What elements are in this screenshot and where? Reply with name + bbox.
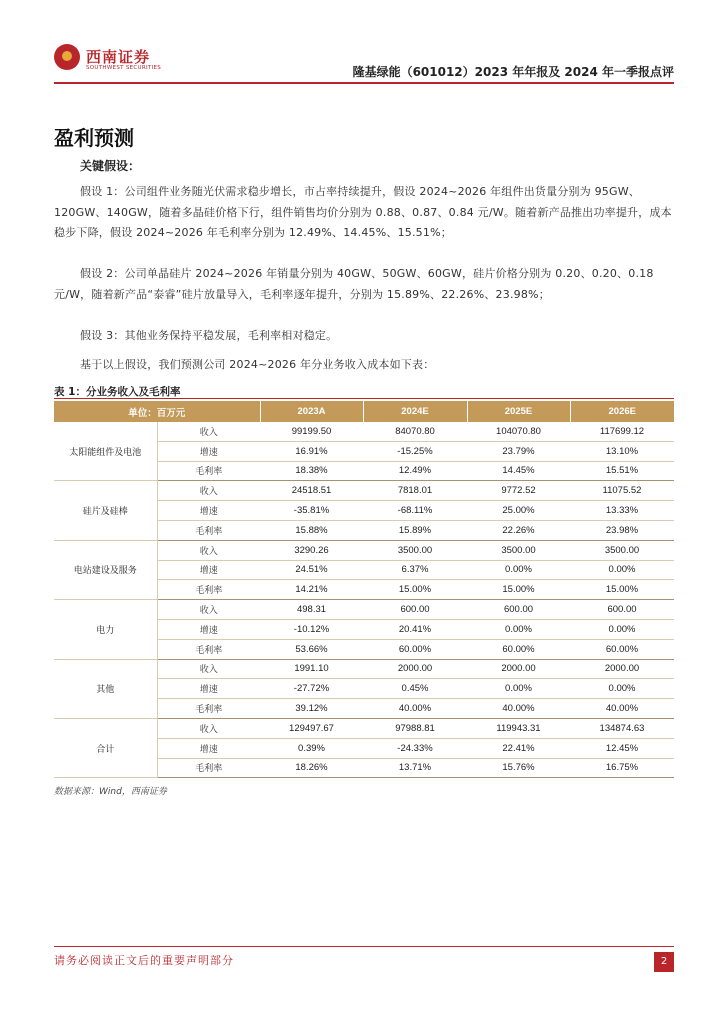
- table-cell: 6.37%: [363, 560, 467, 580]
- table-caption: 表 1：分业务收入及毛利率: [54, 386, 181, 398]
- table-cell: 15.88%: [260, 520, 363, 540]
- table-cell: 39.12%: [260, 699, 363, 719]
- table-cell: 15.76%: [467, 758, 570, 778]
- table-row: [54, 600, 674, 620]
- table-cell: 16.91%: [260, 441, 363, 461]
- table-cell: 40.00%: [467, 699, 570, 719]
- metric-label: 收入: [157, 659, 260, 679]
- table-cell: 117699.12: [570, 422, 674, 441]
- table-cell: 18.26%: [260, 758, 363, 778]
- metric-label: 收入: [157, 422, 260, 441]
- page-number: 2: [654, 952, 674, 972]
- table-cell: 0.00%: [570, 560, 674, 580]
- table-row: [54, 659, 674, 679]
- table-row: [54, 481, 674, 501]
- metric-label: 增速: [157, 679, 260, 699]
- metric-label: 收入: [157, 481, 260, 501]
- segment-revenue-table: [54, 401, 674, 778]
- table-cell: 13.71%: [363, 758, 467, 778]
- metric-label: 毛利率: [157, 639, 260, 659]
- table-cell: 22.26%: [467, 520, 570, 540]
- segment-name: 电站建设及服务: [54, 540, 157, 599]
- table-cell: 15.00%: [467, 580, 570, 600]
- table-row: [54, 718, 674, 738]
- metric-label: 毛利率: [157, 699, 260, 719]
- table-cell: 3500.00: [570, 540, 674, 560]
- metric-label: 增速: [157, 560, 260, 580]
- table-cell: 13.33%: [570, 501, 674, 521]
- metric-label: 增速: [157, 738, 260, 758]
- table-cell: 9772.52: [467, 481, 570, 501]
- table-cell: 24518.51: [260, 481, 363, 501]
- table-cell: 498.31: [260, 600, 363, 620]
- table-cell: 2000.00: [363, 659, 467, 679]
- table-cell: 97988.81: [363, 718, 467, 738]
- forecast-intro-paragraph: 基于以上假设，我们预测公司 2024~2026 年分业务收入成本如下表：: [80, 358, 435, 371]
- table-cell: 1991.10: [260, 659, 363, 679]
- table-cell: 60.00%: [363, 639, 467, 659]
- data-source-note: 数据来源：Wind，西南证券: [54, 787, 167, 797]
- table-cell: 0.00%: [467, 679, 570, 699]
- table-cell: 134874.63: [570, 718, 674, 738]
- section-title: 盈利预测: [54, 126, 134, 150]
- page-header: [0, 0, 724, 82]
- table-cell: 0.00%: [570, 619, 674, 639]
- table-cell: 40.00%: [570, 699, 674, 719]
- table-cell: -15.25%: [363, 441, 467, 461]
- table-cell: 24.51%: [260, 560, 363, 580]
- table-cell: 600.00: [570, 600, 674, 620]
- metric-label: 毛利率: [157, 520, 260, 540]
- table-cell: 15.51%: [570, 461, 674, 481]
- assumption-paragraph-2: 假设 2：公司单晶硅片 2024~2026 年销量分别为 40GW、50GW、60GW，硅片价格分别为 0.20、0.20、0.18 元/W，随着新产品“泰睿”硅片放量导入，毛利率逐年提升，分别为 15.89%、22.26%、23.98%；: [54, 267, 654, 301]
- table-header-row: [54, 401, 674, 422]
- table-row: [54, 422, 674, 441]
- segment-name: 其他: [54, 659, 157, 718]
- table-cell: 0.00%: [467, 619, 570, 639]
- logo-emblem-icon: [54, 44, 80, 70]
- metric-label: 收入: [157, 540, 260, 560]
- column-header: 2024E: [363, 401, 467, 422]
- metric-label: 收入: [157, 718, 260, 738]
- table-cell: 12.49%: [363, 461, 467, 481]
- key-assumptions-heading: 关键假设：: [80, 159, 141, 173]
- company-logo: [54, 44, 174, 78]
- metric-label: 增速: [157, 501, 260, 521]
- column-header: 2025E: [467, 401, 570, 422]
- table-cell: 14.21%: [260, 580, 363, 600]
- metric-label: 毛利率: [157, 758, 260, 778]
- segment-name: 电力: [54, 600, 157, 659]
- table-cell: 2000.00: [570, 659, 674, 679]
- logo-chinese-name: 西南证券: [86, 48, 151, 66]
- table-cell: -24.33%: [363, 738, 467, 758]
- table-cell: 99199.50: [260, 422, 363, 441]
- table-cell: 23.98%: [570, 520, 674, 540]
- table-cell: 0.45%: [363, 679, 467, 699]
- metric-label: 毛利率: [157, 580, 260, 600]
- table-caption-divider: [54, 398, 674, 399]
- table-cell: 22.41%: [467, 738, 570, 758]
- assumption-paragraph-3: 假设 3：其他业务保持平稳发展，毛利率相对稳定。: [80, 329, 338, 342]
- table-cell: 84070.80: [363, 422, 467, 441]
- table-cell: 13.10%: [570, 441, 674, 461]
- column-header: 2026E: [570, 401, 674, 422]
- segment-name: 合计: [54, 718, 157, 777]
- table-cell: 3500.00: [467, 540, 570, 560]
- table-row: [54, 540, 674, 560]
- column-header: 2023A: [260, 401, 363, 422]
- table-cell: 18.38%: [260, 461, 363, 481]
- segment-name: 太阳能组件及电池: [54, 422, 157, 481]
- metric-label: 增速: [157, 619, 260, 639]
- table-cell: 2000.00: [467, 659, 570, 679]
- table-cell: 600.00: [363, 600, 467, 620]
- table-cell: 600.00: [467, 600, 570, 620]
- header-divider: [54, 82, 674, 84]
- disclaimer-notice: 请务必阅读正文后的重要声明部分: [54, 954, 234, 967]
- table-cell: -68.11%: [363, 501, 467, 521]
- logo-english-name: SOUTHWEST SECURITIES: [86, 65, 162, 71]
- table-cell: 15.89%: [363, 520, 467, 540]
- footer-divider: [54, 946, 674, 947]
- table-cell: 53.66%: [260, 639, 363, 659]
- table-cell: 15.00%: [363, 580, 467, 600]
- table-cell: 60.00%: [467, 639, 570, 659]
- table-cell: -35.81%: [260, 501, 363, 521]
- unit-header: 单位：百万元: [54, 401, 260, 422]
- table-cell: -27.72%: [260, 679, 363, 699]
- metric-label: 毛利率: [157, 461, 260, 481]
- metric-label: 增速: [157, 441, 260, 461]
- table-cell: 23.79%: [467, 441, 570, 461]
- table-cell: 40.00%: [363, 699, 467, 719]
- table-cell: 7818.01: [363, 481, 467, 501]
- assumption-paragraph-1: 假设 1：公司组件业务随光伏需求稳步增长，市占率持续提升，假设 2024~2026 年组件出货量分别为 95GW、120GW、140GW，随着多晶硅价格下行，组件销售均价分别为 0.88、0.87、0.84 元/W。随着新产品推出功率提升，成本稳步下降，假设 2024~2026 年毛利率分别为 12.49%、14.45%、15.51%；: [54, 185, 672, 239]
- table-cell: 104070.80: [467, 422, 570, 441]
- table-cell: 0.00%: [467, 560, 570, 580]
- table-cell: 25.00%: [467, 501, 570, 521]
- table-cell: 11075.52: [570, 481, 674, 501]
- table-cell: 12.45%: [570, 738, 674, 758]
- segment-name: 硅片及硅棒: [54, 481, 157, 540]
- table-cell: 14.45%: [467, 461, 570, 481]
- table-cell: 15.00%: [570, 580, 674, 600]
- table-cell: 119943.31: [467, 718, 570, 738]
- table-cell: 16.75%: [570, 758, 674, 778]
- report-title: 隆基绿能（601012）2023 年年报及 2024 年一季报点评: [352, 65, 674, 79]
- table-cell: 129497.67: [260, 718, 363, 738]
- table-cell: 3500.00: [363, 540, 467, 560]
- table-cell: 0.00%: [570, 679, 674, 699]
- table-cell: -10.12%: [260, 619, 363, 639]
- table-cell: 0.39%: [260, 738, 363, 758]
- table-cell: 3290.26: [260, 540, 363, 560]
- metric-label: 收入: [157, 600, 260, 620]
- table-cell: 20.41%: [363, 619, 467, 639]
- table-cell: 60.00%: [570, 639, 674, 659]
